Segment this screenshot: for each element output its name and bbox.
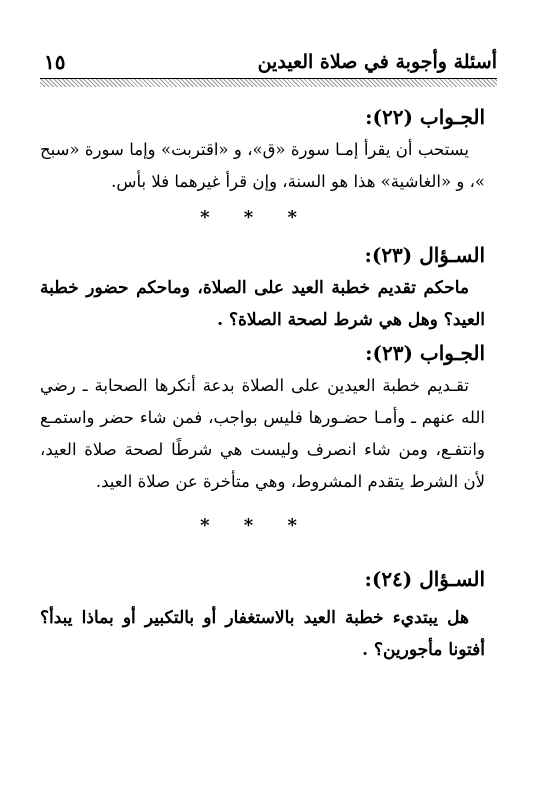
page-header	[44, 42, 497, 72]
question-23-text: ماحكم تقديم خطبة العيد على الصلاة، وماحكم حضور خطبة العيد؟ وهل هي شرط لصحة الصلاة؟ .	[40, 278, 485, 330]
page-body	[40, 100, 485, 666]
answer-22-heading: الجـواب (٢٢):	[365, 105, 485, 129]
answer-23-text: تقـديم خطبة العيدين على الصلاة بدعة أنكرها الصحابة ـ رضي الله عنهم ـ وأمـا حضـورها فليس بواجب، فمن شاء حضر واستمـع وانتفـع، ومن شاء انصرف وليست هي شرطًا لصحة صلاة العيد، لأن الشرط يتقدم المشروط، وهي متأخرة عن صلاة العيد.	[40, 376, 485, 491]
answer-22-text: يستحب أن يقرأ إمـا سورة «ق»، و «اقتربت» وإما سورة «سبح »، و «الغاشية» هذا هو السنة، وإن قرأ غيرهما فلا بأس.	[40, 140, 485, 191]
question-24-text: هل يبتديء خطبة العيد بالاستغفار أو بالتكبير أو بماذا يبدأ؟ أفتونا مأجورين؟ .	[40, 608, 485, 660]
running-title: أسئلة وأجوبة في صلاة العيدين	[257, 51, 497, 73]
section-divider-1: * * *	[200, 207, 311, 228]
page-number: ١٥	[44, 50, 66, 74]
header-rule	[40, 78, 497, 87]
question-23-heading: السـؤال (٢٣):	[364, 243, 485, 267]
answer-23-heading: الجـواب (٢٣):	[365, 341, 485, 365]
question-24-heading: السـؤال (٢٤):	[364, 567, 485, 591]
section-divider-2: * * *	[200, 515, 311, 536]
